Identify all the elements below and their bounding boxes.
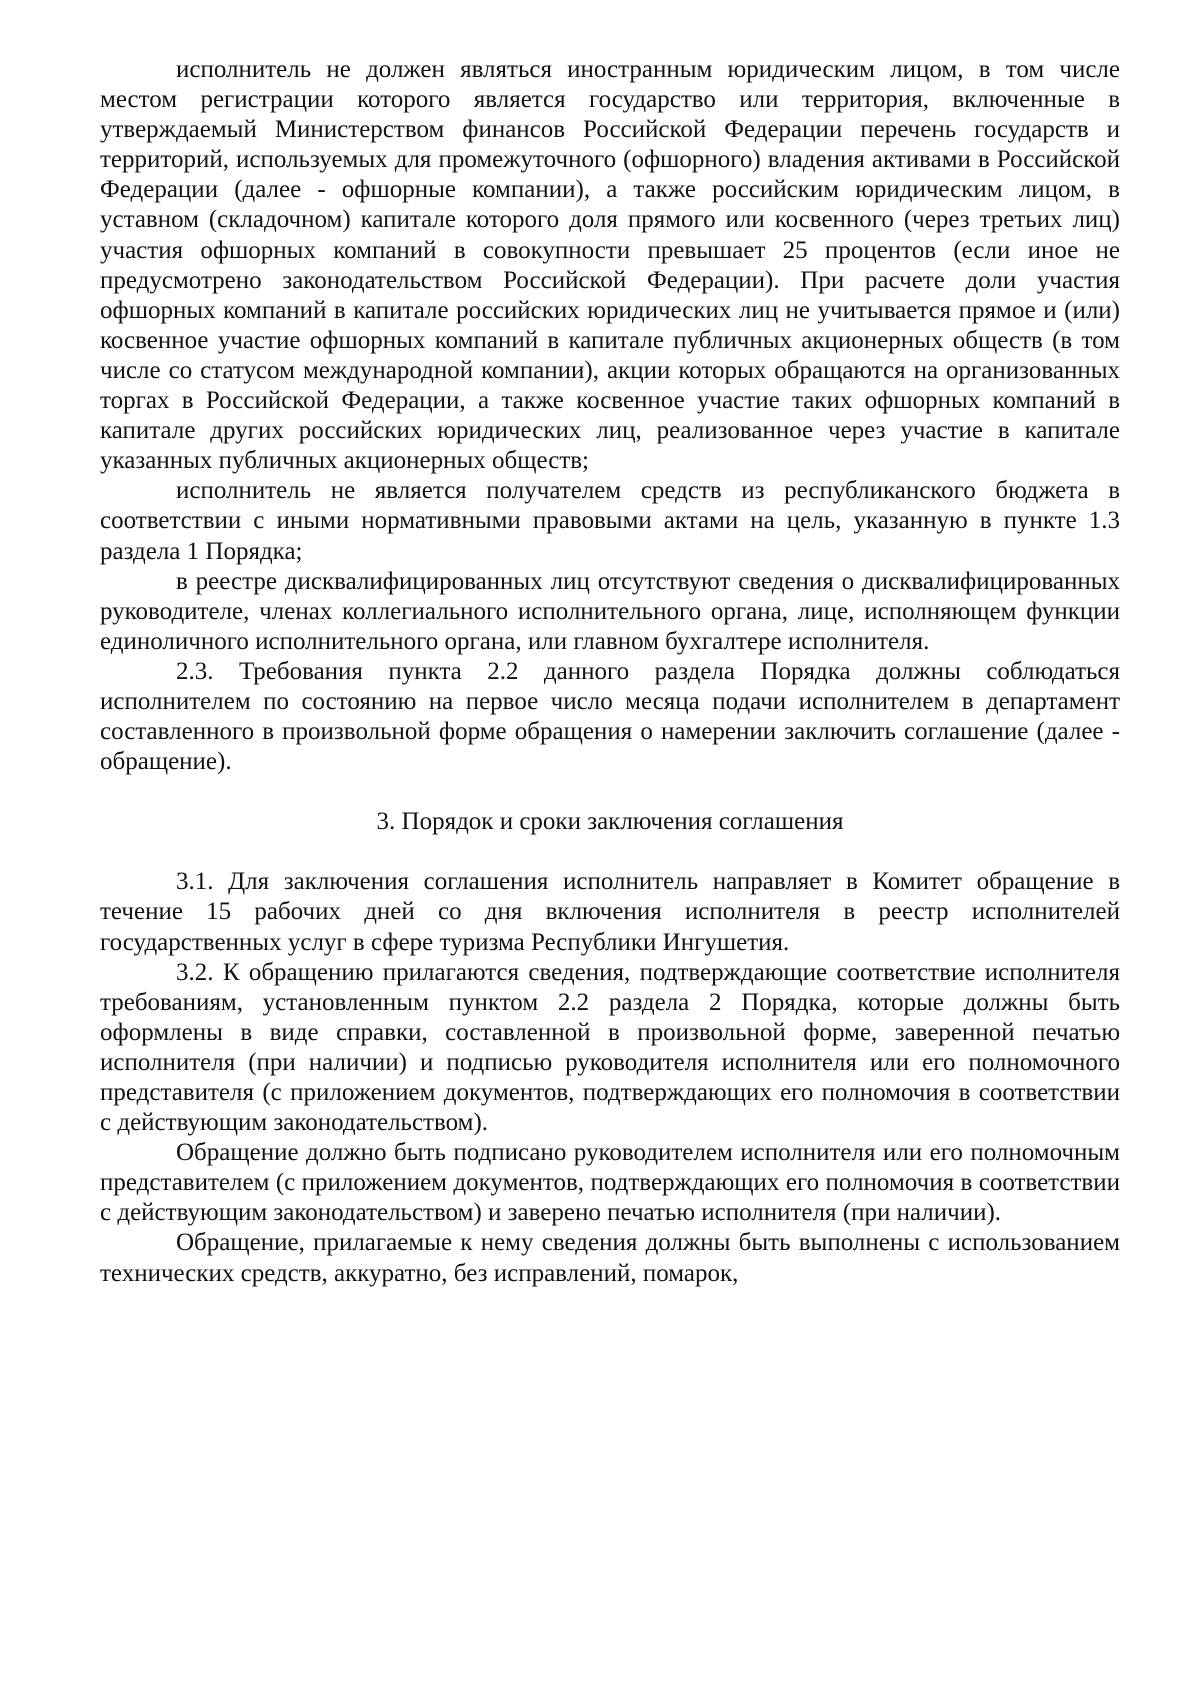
paragraph-offshore-requirement: исполнитель не должен являться иностранным юридическим лицом, в том числе местом регистрации которого является государство или территория, включенные в утверждаемый Министерством финансов Российской Федерации перечень государств и территорий, используемых для промежуточного (офшорного) владения активами в Российской Федерации (далее - офшорные компании), а также российским юридическим лицом, в уставном (складочном) капитале которого доля прямого или косвенного (через третьих лиц) участия офшорных компаний в совокупности превышает 25 процентов (если иное не предусмотрено законодательством Российской Федерации). При расчете доли участия офшорных компаний в капитале российских юридических лиц не учитывается прямое и (или) косвенное участие офшорных компаний в капитале публичных акционерных обществ (в том числе со статусом международной компании), акции которых обращаются на организованных торгах в Российской Федерации, а также косвенное участие таких офшорных компаний в капитале других российских юридических лиц, реализованное через участие в капитале указанных публичных акционерных обществ; [100,56,1120,475]
paragraph-signature-requirement: Обращение должно быть подписано руководителем исполнителя или его полномочным представителем (с приложением документов, подтверждающих его полномочия в соответствии с действующим законодательством) и заверено печатью исполнителя (при наличии). [100,1139,1120,1227]
paragraph-budget-recipient: исполнитель не является получателем средств из республиканского бюджета в соответствии с иными нормативными правовыми актами на цель, указанную в пункте 1.3 раздела 1 Порядка; [100,477,1120,565]
paragraph-formatting-requirement: Обращение, прилагаемые к нему сведения должны быть выполнены с использованием технических средств, аккуратно, без исправлений, помарок, [100,1229,1120,1287]
paragraph-2-3: 2.3. Требования пункта 2.2 данного раздела Порядка должны соблюдаться исполнителем по состоянию на первое число месяца подачи исполнителем в департамент составленного в произвольной форме обращения о намерении заключить соглашение (далее - обращение). [100,657,1120,776]
paragraph-disqualified-registry: в реестре дисквалифицированных лиц отсутствуют сведения о дисквалифицированных руководителе, членах коллегиального исполнительного органа, лице, исполняющем функции единоличного исполнительного органа, или главном бухгалтере исполнителя. [100,567,1120,655]
document-page [100,55,1120,1289]
paragraph-3-1: 3.1. Для заключения соглашения исполнитель направляет в Комитет обращение в течение 15 рабочих дней со дня включения исполнителя в реестр исполнителей государственных услуг в сфере туризма Республики Ингушетия. [100,868,1120,956]
section-title: 3. Порядок и сроки заключения соглашения [376,808,844,836]
paragraph-3-2: 3.2. К обращению прилагаются сведения, подтверждающие соответствие исполнителя требованиям, установленным пунктом 2.2 раздела 2 Порядка, которые должны быть оформлены в виде справки, составленной в произвольной форме, заверенной печатью исполнителя (при наличии) и подписью руководителя исполнителя или его полномочного представителя (с приложением документов, подтверждающих его полномочия в соответствии с действующим законодательством). [100,958,1120,1137]
